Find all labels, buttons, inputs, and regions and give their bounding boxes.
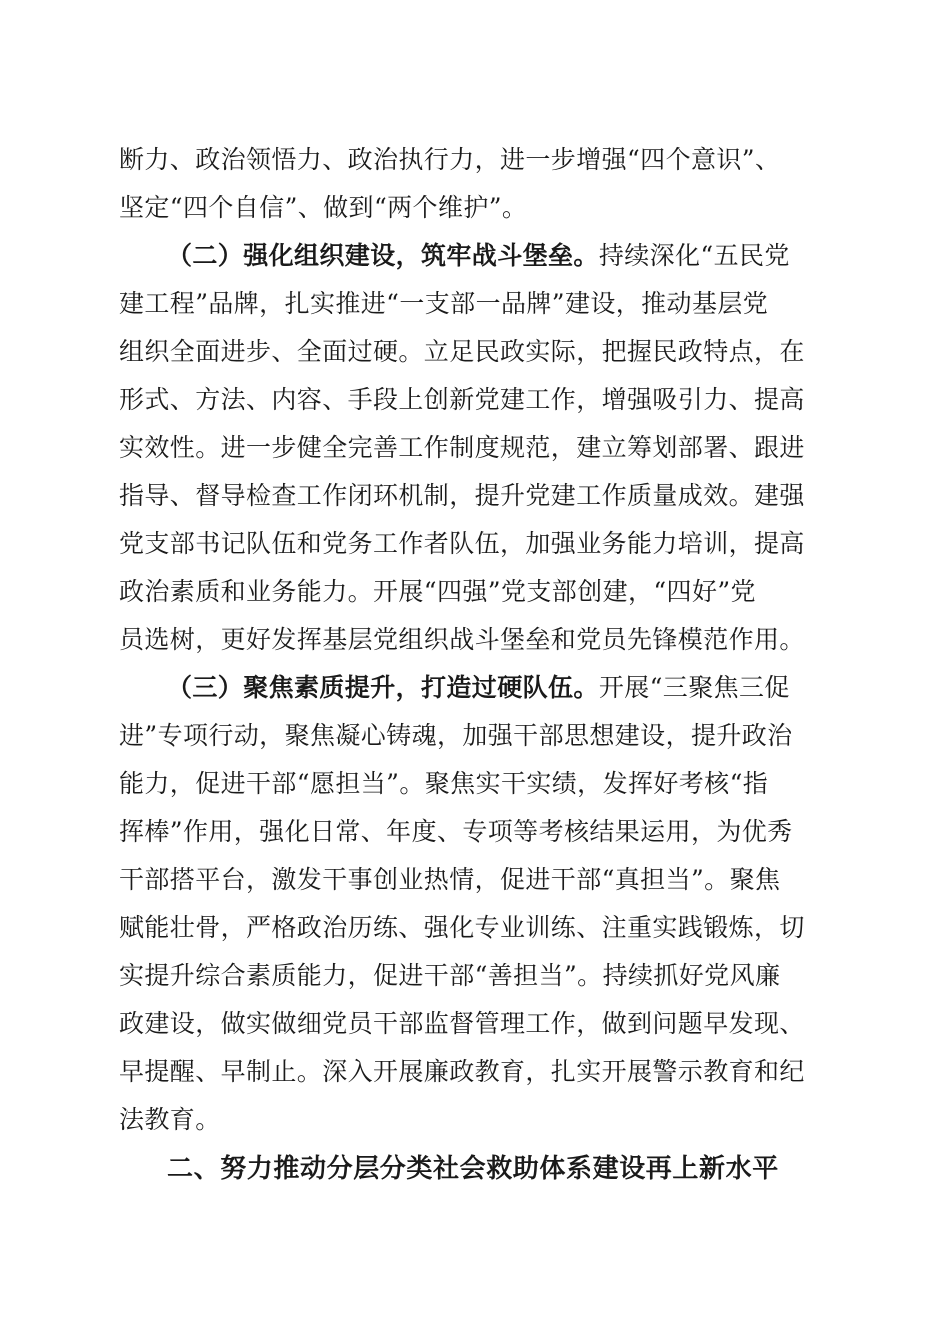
paragraph-lead: [167, 241, 831, 271]
text-line: 员选树，更好发挥基层党组织战斗堡垒和党员先锋模范作用。: [119, 625, 805, 654]
text-line: 组织全面进步、全面过硬。立足民政实际，把握民政特点，在: [119, 337, 805, 366]
text-line: 挥棒”作用，强化日常、年度、专项等考核结果运用，为优秀: [119, 817, 793, 846]
paragraph-lead: [167, 673, 831, 703]
section-title: （三）聚焦素质提升，打造过硬队伍。: [167, 673, 599, 702]
text-line: 形式、方法、内容、手段上创新党建工作，增强吸引力、提高: [119, 385, 805, 414]
text-line: 实提升综合素质能力，促进干部“善担当”。持续抓好党风廉: [119, 961, 781, 990]
text-line: 政治素质和业务能力。开展“四强”党支部创建，“四好”党: [119, 577, 756, 606]
text-line: 实效性。进一步健全完善工作制度规范，建立筹划部署、跟进: [119, 433, 805, 462]
text-line: 断力、政治领悟力、政治执行力，进一步增强“四个意识”、: [119, 145, 781, 174]
text-line: 政建设，做实做细党员干部监督管理工作，做到问题早发现、: [119, 1009, 805, 1038]
section-title: （二）强化组织建设，筑牢战斗堡垒。: [167, 241, 599, 270]
text-line: 建工程”品牌，扎实推进“一支部一品牌”建设，推动基层党: [119, 289, 769, 318]
text-line: 能力，促进干部“愿担当”。聚焦实干实绩，发挥好考核“指: [119, 769, 769, 798]
text-line: 进”专项行动，聚焦凝心铸魂，加强干部思想建设，提升政治: [119, 721, 793, 750]
text-line: 指导、督导检查工作闭环机制，提升党建工作质量成效。建强: [119, 481, 805, 510]
text-line: 党支部书记队伍和党务工作者队伍，加强业务能力培训，提高: [119, 529, 805, 558]
paragraph-text: 开展“三聚焦三促: [598, 673, 790, 702]
text-line: 早提醒、早制止。深入开展廉政教育，扎实开展警示教育和纪: [119, 1057, 805, 1086]
text-line: 干部搭平台，激发干事创业热情，促进干部“真担当”。聚焦: [119, 865, 781, 894]
text-line: 赋能壮骨，严格政治历练、强化专业训练、注重实践锻炼，切: [119, 913, 805, 942]
paragraph-text: 持续深化“五民党: [598, 241, 790, 270]
section-heading: 二、努力推动分层分类社会救助体系建设再上新水平: [167, 1154, 779, 1184]
text-line: 法教育。: [119, 1105, 221, 1134]
text-line: 坚定“四个自信”、做到“两个维护”。: [119, 193, 528, 222]
